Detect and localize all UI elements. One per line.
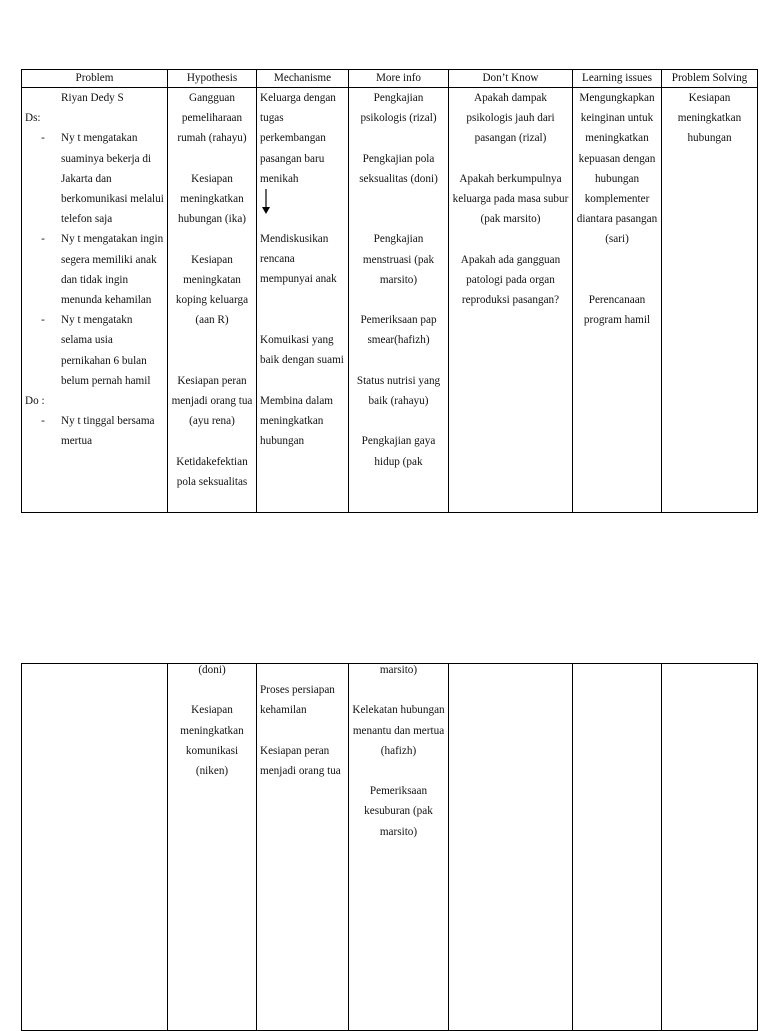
hypothesis-item: Ketidakefektian pola seksualitas (176, 455, 248, 488)
solving-item: Kesiapan meningkatkan hubungan (677, 92, 742, 145)
hypothesis-item: Gangguan pemeliharaan rumah (rahayu) (177, 92, 247, 145)
header-mechanisme: Mechanisme (257, 70, 349, 88)
dont-know-cell-continued (449, 664, 573, 1031)
problem-solving-cell (662, 88, 758, 513)
ds-item: - Ny t mengatakn selama usia pernikahan 6 bulan belum pernah hamil (41, 314, 151, 387)
more-info-cell (349, 88, 449, 513)
ds-label: Ds: (25, 112, 41, 125)
dont-know-cell (449, 88, 573, 513)
learning-issues-cell (573, 88, 662, 513)
header-learning-issues: Learning issues (573, 70, 662, 88)
more-info-item: Kelekatan hubungan menantu dan mertua (hafizh) (352, 704, 445, 757)
dont-know-item: Apakah dampak psikologis jauh dari pasangan (rizal) (466, 92, 555, 145)
header-row (22, 70, 758, 88)
down-arrow-icon (260, 189, 345, 229)
more-info-item: Pengkajian gaya hidup (pak (361, 435, 436, 468)
more-info-item: Pemeriksaan kesuburan (pak marsito) (364, 785, 433, 838)
hypothesis-item: Kesiapan meningkatkan komunikasi (niken) (180, 704, 244, 777)
dont-know-item: Apakah ada gangguan patologi pada organ reproduksi pasangan? (460, 253, 561, 306)
mechanisme-cell-continued (257, 664, 349, 1031)
mechanisme-cell (257, 88, 349, 513)
header-problem: Problem (22, 70, 168, 88)
hypothesis-cell-continued (168, 664, 257, 1031)
ds-item: - Ny t mengatakan ingin segera memiliki anak dan tidak ingin menunda kehamilan (41, 233, 164, 307)
mechanisme-item: Mendiskusikan rencana mempunyai anak (260, 233, 337, 286)
more-info-item: Pengkajian psikologis (rizal) (360, 92, 437, 125)
hypothesis-item: (doni) (198, 664, 226, 676)
hypothesis-item: Kesiapan peran menjadi orang tua (ayu rena) (171, 374, 253, 428)
pbl-table-page-1 (21, 69, 758, 513)
hypothesis-item: Kesiapan meningkatkan hubungan (ika) (177, 172, 247, 226)
mechanisme-item: Kesiapan peran menjadi orang tua (260, 744, 341, 777)
mechanisme-item: Komuikasi yang baik dengan suami (260, 334, 344, 367)
more-info-item: marsito) (379, 664, 418, 676)
patient-name: Riyan Dedy S (61, 92, 124, 104)
mechanisme-item: Proses persiapan kehamilan (260, 684, 335, 717)
pbl-table-page-2 (21, 663, 758, 1031)
mechanisme-item: Keluarga dengan tugas perkembangan pasangan baru menikah (260, 92, 336, 185)
problem-cell-continued (22, 664, 168, 1031)
ds-item: - Ny t mengatakan suaminya bekerja di Jakarta dan berkomunikasi melalui telefon saja (41, 132, 164, 226)
hypothesis-cell (168, 88, 257, 513)
more-info-item: Status nutrisi yang baik (rahayu) (356, 374, 441, 407)
header-hypothesis: Hypothesis (168, 70, 257, 88)
learning-item: Perencanaan program hamil (583, 294, 651, 327)
more-info-item: Pengkajian pola seksualitas (doni) (359, 152, 438, 185)
header-more-info: More info (349, 70, 449, 88)
more-info-item: Pemeriksaan pap smear(hafizh) (360, 314, 437, 347)
more-info-cell-continued (349, 664, 449, 1031)
do-label: Do : (25, 395, 45, 408)
content-row (22, 88, 758, 513)
mechanisme-item: Membina dalam meningkatkan hubungan (260, 394, 334, 447)
dont-know-item: Apakah berkumpulnya keluarga pada masa subur (pak marsito) (452, 172, 569, 226)
problem-cell (22, 88, 168, 513)
more-info-item: Pengkajian menstruasi (pak marsito) (362, 233, 435, 286)
hypothesis-item: Kesiapan meningkatan koping keluarga (aan R) (175, 253, 249, 327)
header-problem-solving: Problem Solving (662, 70, 758, 88)
learning-item: Mengungkapkan keinginan untuk meningkatkan kepuasan dengan hubungan komplementer diantara pasangan (sari) (576, 92, 658, 246)
do-item: - Ny t tinggal bersama mertua (41, 415, 155, 448)
header-dont-know: Don’t Know (449, 70, 573, 88)
learning-issues-cell-continued (573, 664, 662, 1031)
content-row-continued (22, 664, 758, 1031)
problem-solving-cell-continued (662, 664, 758, 1031)
